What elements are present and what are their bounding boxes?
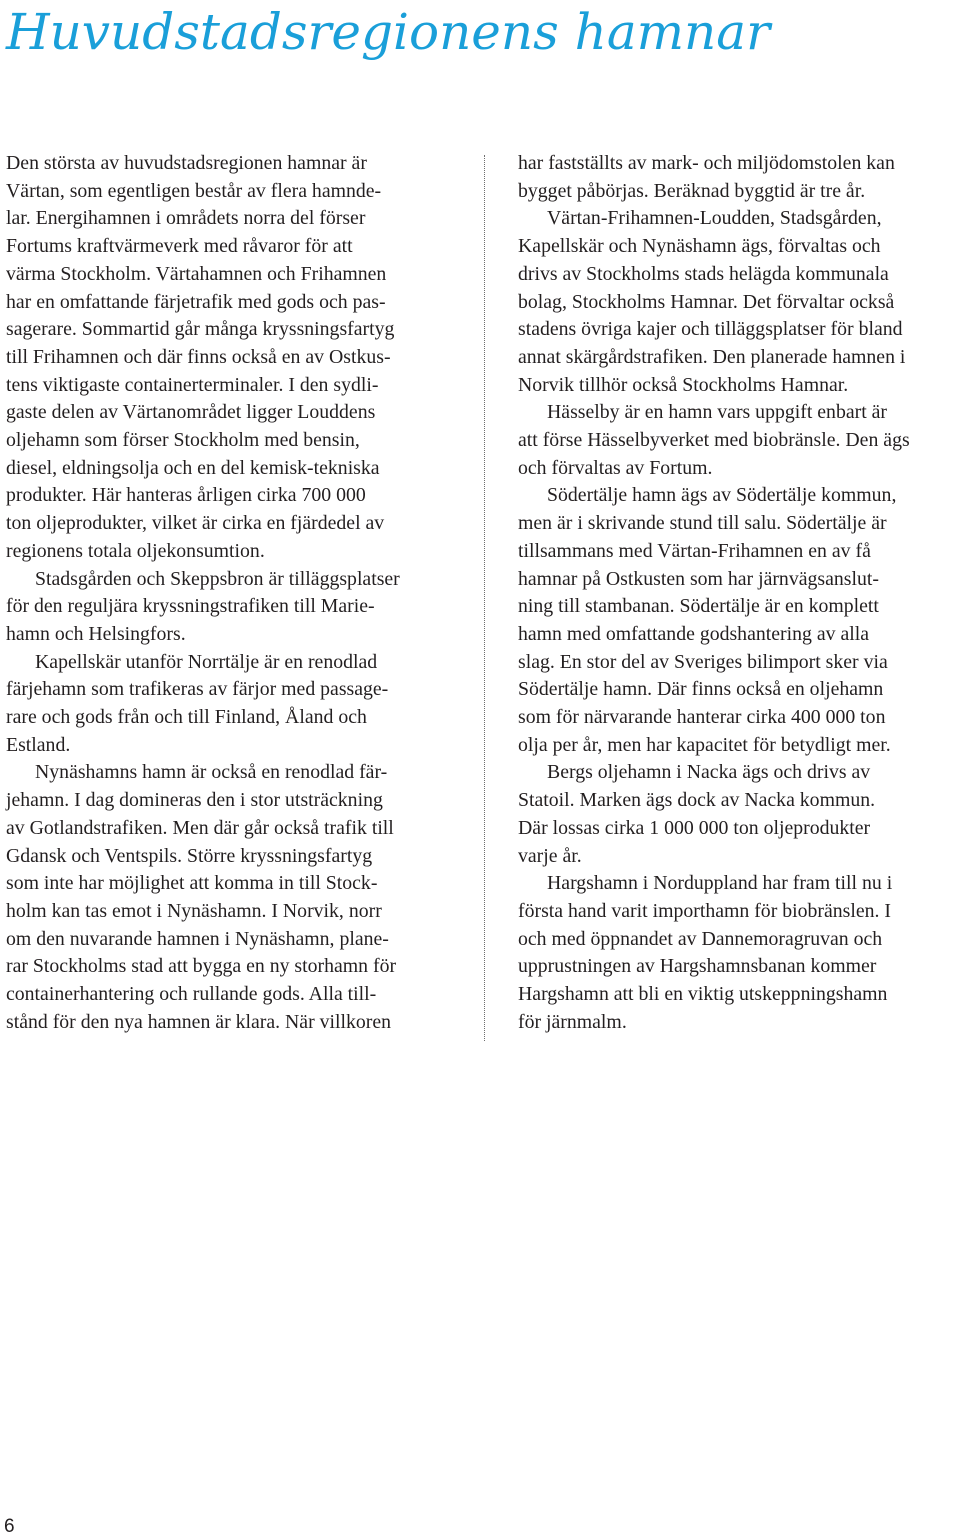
paragraph: Stadsgården och Skeppsbron är tilläggsplatser för den reguljära kryssningstrafiken till Marie- hamn och Helsingfors.: [6, 567, 400, 645]
page-title: Huvudstadsregionens hamnar: [6, 3, 770, 61]
left-column: [6, 150, 454, 1037]
paragraph: Den största av huvudstadsregionen hamnar är Värtan, som egentligen består av flera hamnde- lar. Energihamnen i områdets norra del förser Fortums kraftvärmeverk med råvaror för att värma Stockholm. Värtahamnen och Frihamnen har en omfattande färjetrafik med gods och pas- sagerare. Sommartid går många kryssningsfartyg till Frihamnen och där finns också en av Ostkus- tens viktigaste containerterminaler. I den sydli- gaste delen av Värtanområdet ligger Louddens oljehamn som förser Stockholm med bensin, diesel, eldningsolja och en del kemisk-tekniska produkter. Här hanteras årligen cirka 700 000 ton oljeprodukter, vilket är cirka en fjärdedel av regionens totala oljekonsumtion.: [6, 152, 395, 562]
paragraph: Bergs oljehamn i Nacka ägs och drivs av Statoil. Marken ägs dock av Nacka kommun. Där lossas cirka 1 000 000 ton oljeprodukter varje år.: [518, 761, 876, 867]
right-column: [518, 150, 958, 1037]
column-divider: [484, 155, 485, 1041]
paragraph: Hässelby är en hamn vars uppgift enbart är att förse Hässelbyverket med biobränsle. Den ägs och förvaltas av Fortum.: [518, 401, 910, 479]
paragraph: Hargshamn i Norduppland har fram till nu i första hand varit importhamn för biobränslen. I och med öppnandet av Dannemoragruvan och upprustningen av Hargshamnsbanan kommer Hargshamn att bli en viktig utskeppningshamn för järnmalm.: [518, 872, 893, 1033]
page-number: 6: [4, 1516, 15, 1537]
paragraph: Nynäshamns hamn är också en renodlad fär- jehamn. I dag domineras den i stor utsträckning av Gotlandstrafiken. Men där går också trafik till Gdansk och Ventspils. Större kryssningsfartyg som inte har möjlighet att komma in till Stock- holm kan tas emot i Nynäshamn. I Norvik, norr om den nuvarande hamnen i Nynäshamn, plane- rar Stockholms stad att bygga en ny storhamn för containerhantering och rullande gods. Alla till- stånd för den nya hamnen är klara. När villkoren: [6, 761, 397, 1033]
paragraph: Kapellskär utanför Norrtälje är en renodlad färjehamn som trafikeras av färjor med passage- rare och gods från och till Finland, Åland och Estland.: [6, 650, 389, 756]
paragraph: har fastställts av mark- och miljödomstolen kan bygget påbörjas. Beräknad byggtid är tre år.: [518, 152, 895, 202]
paragraph: Södertälje hamn ägs av Södertälje kommun, men är i skrivande stund till salu. Södertälje är tillsammans med Värtan-Frihamnen en av få hamnar på Ostkusten som har järnvägsanslut- ning till stambanan. Södertälje är en komplett hamn med omfattande godshantering av alla slag. En stor del av Sveriges bilimport sker via Södertälje hamn. Där finns också en oljehamn som för närvarande hanterar cirka 400 000 ton olja per år, men har kapacitet för betydligt mer.: [518, 484, 897, 756]
paragraph: Värtan-Frihamnen-Loudden, Stadsgården, Kapellskär och Nynäshamn ägs, förvaltas och drivs av Stockholms stads helägda kommunala bolag, Stockholms Hamnar. Det förvaltar också stadens övriga kajer och tilläggsplatser för bland annat skärgårdstrafiken. Den planerade hamnen i Norvik tillhör också Stockholms Hamnar.: [518, 207, 906, 396]
